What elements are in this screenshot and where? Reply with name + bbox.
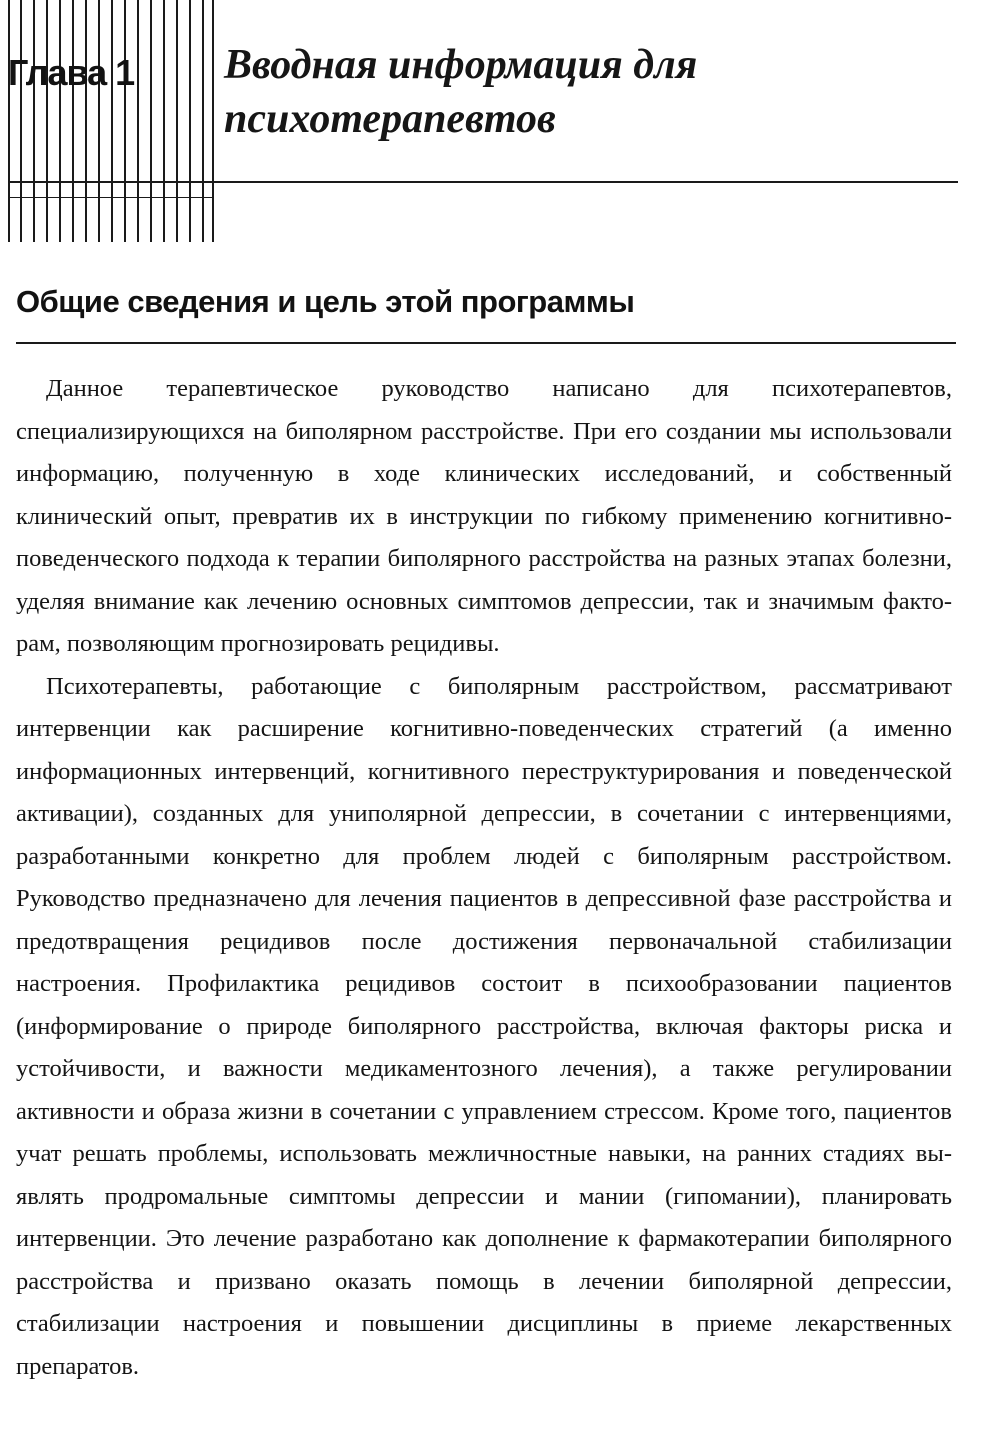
chapter-title: Вводная информация для психотерапевтов xyxy=(224,42,698,142)
decor-bar xyxy=(124,0,126,242)
decor-bar xyxy=(111,0,113,242)
decor-bar xyxy=(212,0,214,242)
decor-bar xyxy=(137,0,139,242)
paragraph: Психотерапевты, работающие с биполярным расстройством, рассматривают интервенции как расширение когнитивно-поведенческих стратегий (а именно информационных интервенций, когнитивного переструктурирования и поведенческой активации), созданных для униполярной депрессии, в сочетании с интервенциями, разработанными конкретно для проблем людей с биполярным расстройством. Руководство предназначено для лечения пациентов в депрессивной фазе расстройства и предотвращения рецидивов после достижения первоначальной стабилизации настроения. Профилактика рецидивов состоит в психообразовании пациентов (информирование о природе биполярного расстройства, включая факторы риска и устойчивости, и важности медикаментозного лечения), а также регулировании активности и образа жизни в сочетании с управлением стрессом. Кроме того, пациентов учат решать проблемы, использовать межличностные навыки, на ранних стадиях выявлять продромальные симптомы депрессии и мании (гипомании), планировать интервенции. Это лечение разработано как дополнение к фармакотерапии биполярного расстройства и призвано оказать помощь в лечении биполярной депрессии, стабилизации настроения и повышении дисциплины в приеме лекарственных препаратов. xyxy=(16,672,952,1380)
section-rule xyxy=(16,342,956,344)
decor-bar xyxy=(59,0,61,242)
decor-bar xyxy=(33,0,35,242)
decor-bar xyxy=(85,0,87,242)
decor-bar xyxy=(46,0,48,242)
decor-bar xyxy=(176,0,178,242)
paragraph: Данное терапевтическое руководство написано для психотерапевтов, специализирующихся на биполярном расстройстве. При его создании мы использовали информацию, полученную в ходе клинических исследований, и собственный клинический опыт, превратив их в инструкции по гибкому применению когнитивно-поведенческого подхода к терапии биполярного расстройства на разных этапах болезни, уделяя внимание как лечению основных симптомов депрессии, так и значимым факторам, позволяющим прогнозировать рецидивы. xyxy=(16,375,952,657)
decor-bar xyxy=(72,0,74,242)
decor-bar xyxy=(20,0,22,242)
chapter-label: Глава 1 xyxy=(8,52,135,93)
body-text xyxy=(16,368,952,1388)
decor-bar xyxy=(163,0,165,242)
decor-bar xyxy=(189,0,191,242)
decor-bar xyxy=(150,0,152,242)
decor-rule xyxy=(8,197,214,198)
decor-bar xyxy=(202,0,204,242)
chapter-rule xyxy=(8,181,958,183)
decor-bar xyxy=(8,0,10,242)
section-heading: Общие сведения и цель этой программы xyxy=(16,284,635,319)
decor-bar xyxy=(98,0,100,242)
